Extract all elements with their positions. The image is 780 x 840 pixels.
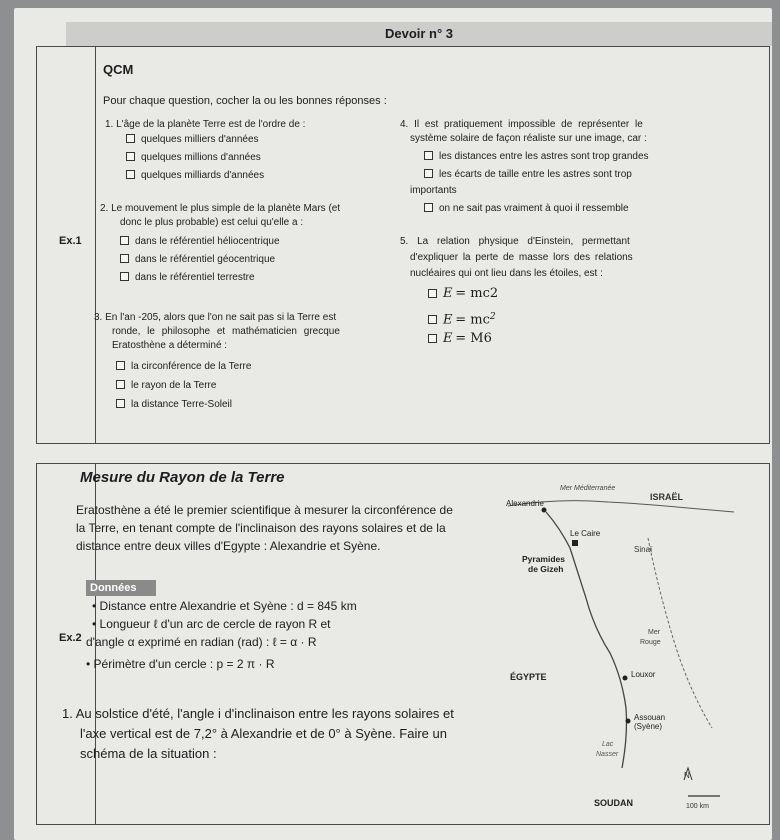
q5-option-1[interactable]: E = mc2 <box>428 287 498 302</box>
map-label-sinai: Sinaï <box>634 545 653 554</box>
map-label-pyramides-1: Pyramides <box>522 554 565 564</box>
q2-option-3[interactable]: dans le référentiel terrestre <box>120 271 255 285</box>
q2-text-line-2: donc le plus probable) est celui qu'elle a : <box>120 217 304 228</box>
q5-text-line-2: d'expliquer la perte de masse lors des relations <box>410 252 633 263</box>
map-label-pyramides-2: de Gizeh <box>528 564 564 574</box>
map-label-assouan-1: Assouan <box>634 713 666 722</box>
q4-option-1[interactable]: les distances entre les astres sont trop grandes <box>424 150 649 164</box>
data-distance: • Distance entre Alexandrie et Syène : d = 845 km <box>92 599 357 613</box>
q2-option-1[interactable]: dans le référentiel héliocentrique <box>120 235 280 249</box>
nile-river <box>546 512 627 768</box>
q5-text-line-1: 5. La relation physique d'Einstein, permettant <box>400 236 630 247</box>
checkbox[interactable] <box>120 254 129 263</box>
q3-text-line-2: ronde, le philosophe et mathématicien grecque <box>112 326 340 337</box>
checkbox[interactable] <box>116 361 125 370</box>
assouan-dot <box>626 719 631 724</box>
q5-option-2[interactable]: $E = mc^2$ <box>428 310 496 328</box>
checkbox[interactable] <box>424 169 433 178</box>
qcm-instruction: Pour chaque question, cocher la ou les bonnes réponses : <box>103 95 387 107</box>
checkbox[interactable] <box>428 315 437 324</box>
map-label-north: N <box>684 771 690 780</box>
q4-option-2-continued: importants <box>410 185 457 196</box>
map-label-mer-rouge-2: Rouge <box>640 639 661 646</box>
q2-text-line-1: 2. Le mouvement le plus simple de la planète Mars (et <box>100 203 341 214</box>
data-perimeter: • Périmètre d'un cercle : p = 2 π · R <box>86 657 275 671</box>
map-label-lac-1: Lac <box>602 741 614 748</box>
q4-text-line-2: système solaire de façon réaliste sur une image, car : <box>410 133 647 144</box>
map-label-louxor: Louxor <box>631 670 656 679</box>
checkbox[interactable] <box>126 152 135 161</box>
ex2-q1-line-2: l'axe vertical est de 7,2° à Alexandrie et de 0° à Syène. Faire un <box>80 726 447 741</box>
q3-option-2[interactable]: le rayon de la Terre <box>116 379 216 393</box>
q3-option-3[interactable]: la distance Terre-Soleil <box>116 398 232 412</box>
intro-line-1: Eratosthène a été le premier scientifique à mesurer la circonférence de <box>76 503 453 517</box>
map-label-egypte: ÉGYPTE <box>510 672 547 682</box>
checkbox[interactable] <box>428 334 437 343</box>
exercise-1-divider <box>95 47 96 443</box>
page-title: Devoir n° 3 <box>66 22 772 46</box>
q1-option-2[interactable]: quelques millions d'années <box>126 151 261 165</box>
q5-option-3[interactable]: E = M6 <box>428 332 492 347</box>
data-arc-line-2: d'angle α exprimé en radian (rad) : ℓ = α · R <box>86 635 317 649</box>
checkbox[interactable] <box>116 399 125 408</box>
checkbox[interactable] <box>428 289 437 298</box>
donnees-badge: Données <box>86 580 156 596</box>
map-label-alexandrie: Alexandrie <box>506 499 544 508</box>
checkbox[interactable] <box>424 203 433 212</box>
egypt-map <box>498 478 734 818</box>
q2-option-2[interactable]: dans le référentiel géocentrique <box>120 253 275 267</box>
q1-text: 1. L'âge de la planète Terre est de l'ordre de : <box>105 119 306 130</box>
map-label-scale: 100 km <box>686 803 709 810</box>
checkbox[interactable] <box>126 134 135 143</box>
q1-option-3[interactable]: quelques milliards d'années <box>126 169 264 183</box>
map-label-sea: Mer Méditerranée <box>560 485 616 492</box>
le-caire-marker <box>572 540 578 546</box>
ex2-q1-line-1: 1. Au solstice d'été, l'angle i d'inclinaison entre les rayons solaires et <box>62 706 454 721</box>
q4-option-3[interactable]: on ne sait pas vraiment à quoi il ressemble <box>424 202 629 216</box>
checkbox[interactable] <box>120 272 129 281</box>
exercise-2-label: Ex.2 <box>59 632 82 644</box>
q5-text-line-3: nucléaires qui ont lieu dans les étoiles, est : <box>410 268 603 279</box>
checkbox[interactable] <box>116 380 125 389</box>
map-label-soudan: SOUDAN <box>594 798 634 808</box>
map-label-caire: Le Caire <box>570 529 601 538</box>
map-label-assouan-2: (Syène) <box>634 722 663 731</box>
q3-text-line-1: 3. En l'an -205, alors que l'on ne sait pas si la Terre est <box>94 312 337 323</box>
data-arc-line-1: • Longueur ℓ d'un arc de cercle de rayon R et <box>92 617 331 631</box>
q1-option-1[interactable]: quelques milliers d'années <box>126 133 259 147</box>
map-label-israel: ISRAËL <box>650 492 684 502</box>
ex2-q1-line-3: schéma de la situation : <box>80 746 217 761</box>
exercise-2-title: Mesure du Rayon de la Terre <box>80 469 285 486</box>
q4-option-2[interactable]: les écarts de taille entre les astres sont trop <box>424 168 632 182</box>
q3-option-1[interactable]: la circonférence de la Terre <box>116 360 251 374</box>
q3-text-line-3: Eratosthène a déterminé : <box>112 340 228 351</box>
qcm-heading: QCM <box>103 62 134 77</box>
map-label-mer-rouge-1: Mer <box>648 629 661 636</box>
q4-text-line-1: 4. Il est pratiquement impossible de représenter le <box>400 119 643 130</box>
checkbox[interactable] <box>120 236 129 245</box>
louxor-dot <box>623 676 628 681</box>
map-label-lac-2: Nasser <box>596 751 619 758</box>
intro-line-3: distance entre deux villes d'Egypte : Alexandrie et Syène. <box>76 539 381 553</box>
alexandrie-dot <box>542 508 547 513</box>
exercise-1-label: Ex.1 <box>59 235 82 247</box>
checkbox[interactable] <box>424 151 433 160</box>
checkbox[interactable] <box>126 170 135 179</box>
intro-line-2: la Terre, en tenant compte de l'inclinaison des rayons solaires et de la <box>76 521 446 535</box>
